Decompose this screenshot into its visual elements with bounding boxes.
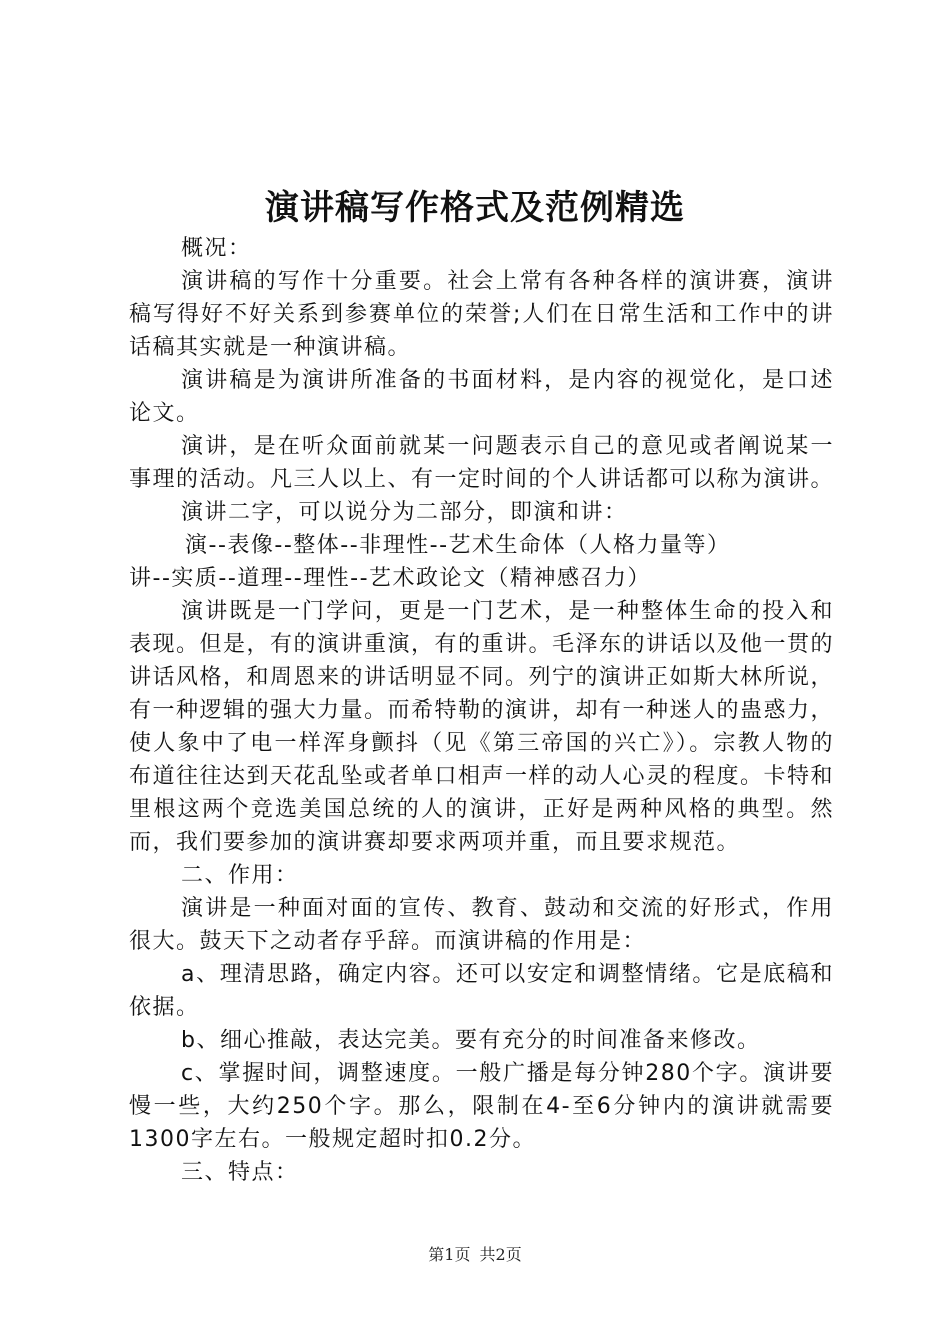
section-heading-features: 三、特点： [181, 1160, 299, 1185]
list-item-b: b、细心推敲，表达完美。要有充分的时间准备来修改。 [181, 1028, 761, 1053]
paragraph: 演讲既是一门学问，更是一门艺术，是一种整体生命的投入和表现。但是，有的演讲重演，有的重讲。毛泽东的讲话以及他一贯的讲话风格，和周恩来的讲话明显不同。列宁的演讲正如斯大林所说，有一种逻辑的强大力量。而希特勒的演讲，却有一种迷人的蛊惑力，使人象中了电一样浑身颤抖（见《第三帝国的兴亡》）。宗教人物的布道往往达到天花乱坠或者单口相声一样的动人心灵的程度。卡特和里根这两个竞选美国总统的人的演讲，正好是两种风格的典型。然而，我们要参加的演讲赛却要求两项并重，而且要求规范。 [129, 599, 835, 855]
paragraph: 演讲二字，可以说分为二部分，即演和讲： [181, 500, 628, 525]
paragraph: 演讲，是在听众面前就某一问题表示自己的意见或者阐说某一事理的活动。凡三人以上、有一定时间的个人讲话都可以称为演讲。 [129, 434, 835, 492]
paragraph: 演讲是一种面对面的宣传、教育、鼓动和交流的好形式，作用很大。鼓天下之动者存乎辞。而演讲稿的作用是： [129, 896, 834, 954]
page-total: 共2页 [479, 1245, 522, 1264]
list-item-c: c、掌握时间，调整速度。一般广播是每分钟280个字。演讲要慢一些，大约250个字。那么，限制在4-至6分钟内的演讲就需要1300字左右。一般规定超时扣0.2分。 [129, 1061, 834, 1152]
paragraph: 演讲稿的写作十分重要。社会上常有各种各样的演讲赛，演讲稿写得好不好关系到参赛单位的荣誉;人们在日常生活和工作中的讲话稿其实就是一种演讲稿。 [129, 269, 834, 360]
paragraph-jiang-line: 讲--实质--道理--理性--艺术政论文（精神感召力） [129, 566, 652, 591]
page-footer [0, 1244, 950, 1266]
list-item-a: a、理清思路，确定内容。还可以安定和调整情绪。它是底稿和依据。 [129, 962, 834, 1020]
paragraph-yan-line: 演--表像--整体--非理性--艺术生命体（人格力量等） [185, 533, 731, 558]
document-body [129, 232, 834, 1189]
paragraph: 演讲稿是为演讲所准备的书面材料，是内容的视觉化，是口述论文。 [129, 368, 834, 426]
section-heading-function: 二、作用： [181, 863, 299, 888]
page-number: 第1页 [428, 1245, 471, 1264]
paragraph-overview-heading: 概况： [181, 236, 252, 261]
document-title: 演讲稿写作格式及范例精选 [265, 188, 685, 228]
